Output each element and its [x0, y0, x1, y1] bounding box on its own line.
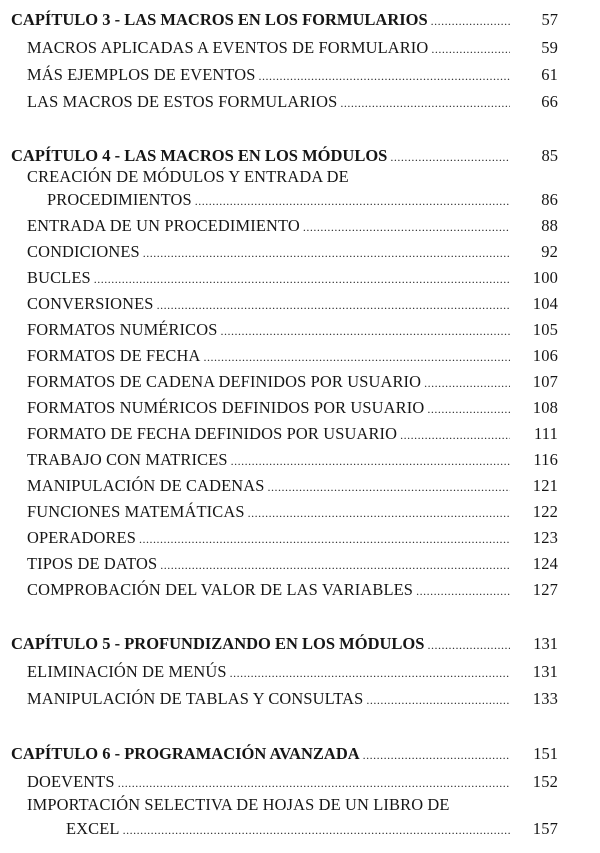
chapter-title: CAPÍTULO 3 - LAS MACROS EN LOS FORMULARIOS — [11, 10, 428, 29]
entry-page-number: 122 — [532, 502, 558, 521]
dot-leader — [231, 454, 510, 469]
entry-label: FORMATOS DE FECHA — [27, 346, 201, 365]
chapter-6-heading[interactable] — [11, 744, 558, 764]
dot-leader — [427, 402, 510, 417]
dot-leader — [267, 480, 510, 495]
dot-leader — [303, 220, 510, 235]
entry-label: FORMATOS DE CADENA DEFINIDOS POR USUARIO — [27, 372, 422, 391]
toc-entry-continuation[interactable] — [66, 819, 558, 839]
dot-leader — [400, 428, 510, 443]
entry-label: CONVERSIONES — [27, 294, 154, 313]
entry-label: BUCLES — [27, 268, 91, 287]
toc-entry[interactable] — [27, 268, 558, 288]
toc-entry[interactable] — [27, 398, 558, 418]
entry-label: CONDICIONES — [27, 242, 140, 261]
dot-leader — [363, 748, 510, 763]
dot-leader — [424, 376, 510, 391]
toc-entry-first-line[interactable] — [27, 167, 349, 187]
dot-leader — [340, 96, 510, 111]
entry-label: FORMATOS NUMÉRICOS — [27, 320, 218, 339]
toc-entry-continuation[interactable] — [47, 190, 558, 210]
dot-leader — [160, 558, 510, 573]
entry-label: LAS MACROS DE ESTOS FORMULARIOS — [27, 92, 338, 111]
chapter-4-heading[interactable] — [11, 146, 558, 166]
entry-page-number: 106 — [532, 346, 558, 365]
entry-label: IMPORTACIÓN SELECTIVA DE HOJAS DE UN LIBRO DE — [27, 795, 450, 814]
toc-entry[interactable] — [27, 476, 558, 496]
entry-page-number: 86 — [541, 190, 558, 209]
entry-page-number: 124 — [532, 554, 558, 573]
chapter-page-number: 85 — [541, 146, 558, 165]
toc-entry[interactable] — [27, 528, 558, 548]
chapter-title: CAPÍTULO 5 - PROFUNDIZANDO EN LOS MÓDULOS — [11, 634, 425, 653]
entry-label: MANIPULACIÓN DE CADENAS — [27, 476, 265, 495]
entry-page-number: 105 — [532, 320, 558, 339]
toc-entry[interactable] — [27, 294, 558, 314]
entry-label: MACROS APLICADAS A EVENTOS DE FORMULARIO — [27, 38, 429, 57]
dot-leader — [390, 150, 510, 165]
entry-page-number: 152 — [532, 772, 558, 791]
entry-label: ENTRADA DE UN PROCEDIMIENTO — [27, 216, 300, 235]
toc-entry[interactable] — [27, 424, 558, 444]
toc-entry[interactable] — [27, 346, 558, 366]
toc-entry[interactable] — [27, 242, 558, 262]
dot-leader — [366, 693, 510, 708]
toc-entry[interactable] — [27, 580, 558, 600]
chapter-5-heading[interactable] — [11, 634, 558, 654]
entry-page-number: 121 — [532, 476, 558, 495]
entry-label: FORMATO DE FECHA DEFINIDOS POR USUARIO — [27, 424, 398, 443]
entry-page-number: 108 — [532, 398, 558, 417]
dot-leader — [94, 272, 510, 287]
entry-page-number: 104 — [532, 294, 558, 313]
entry-label: MANIPULACIÓN DE TABLAS Y CONSULTAS — [27, 689, 364, 708]
toc-entry[interactable] — [27, 38, 558, 58]
entry-label: CREACIÓN DE MÓDULOS Y ENTRADA DE — [27, 167, 349, 186]
dot-leader — [230, 666, 510, 681]
toc-entry[interactable] — [27, 92, 558, 112]
entry-page-number: 157 — [532, 819, 558, 838]
entry-page-number: 131 — [532, 662, 558, 681]
dot-leader — [203, 350, 510, 365]
entry-page-number: 61 — [541, 65, 558, 84]
chapter-title: CAPÍTULO 6 - PROGRAMACIÓN AVANZADA — [11, 744, 360, 763]
entry-label: DOEVENTS — [27, 772, 115, 791]
chapter-page-number: 131 — [533, 634, 558, 653]
toc-entry[interactable] — [27, 554, 558, 574]
entry-page-number: 133 — [532, 689, 558, 708]
entry-label: OPERADORES — [27, 528, 136, 547]
entry-page-number: 100 — [532, 268, 558, 287]
dot-leader — [259, 69, 510, 84]
chapter-page-number: 57 — [541, 10, 558, 29]
dot-leader — [248, 506, 510, 521]
dot-leader — [220, 324, 510, 339]
entry-label: ELIMINACIÓN DE MENÚS — [27, 662, 227, 681]
chapter-3-heading[interactable] — [11, 10, 558, 30]
dot-leader — [157, 298, 510, 313]
dot-leader — [416, 584, 510, 599]
entry-page-number: 116 — [533, 450, 558, 469]
toc-entry[interactable] — [27, 320, 558, 340]
entry-page-number: 59 — [541, 38, 558, 57]
entry-page-number: 127 — [532, 580, 558, 599]
entry-page-number: 123 — [532, 528, 558, 547]
toc-entry[interactable] — [27, 65, 558, 85]
entry-label-continuation: PROCEDIMIENTOS — [47, 190, 192, 209]
entry-page-number: 111 — [534, 424, 558, 443]
entry-label-continuation: EXCEL — [66, 819, 120, 838]
dot-leader — [123, 823, 510, 838]
toc-entry[interactable] — [27, 772, 558, 792]
dot-leader — [118, 776, 510, 791]
dot-leader — [431, 42, 510, 57]
entry-page-number: 107 — [532, 372, 558, 391]
entry-page-number: 88 — [541, 216, 558, 235]
entry-label: FUNCIONES MATEMÁTICAS — [27, 502, 245, 521]
dot-leader — [143, 246, 510, 261]
chapter-title: CAPÍTULO 4 - LAS MACROS EN LOS MÓDULOS — [11, 146, 388, 165]
toc-entry-first-line[interactable] — [27, 795, 450, 815]
dot-leader — [431, 14, 510, 29]
entry-label: TRABAJO CON MATRICES — [27, 450, 228, 469]
chapter-page-number: 151 — [533, 744, 558, 763]
dot-leader — [139, 532, 510, 547]
entry-label: MÁS EJEMPLOS DE EVENTOS — [27, 65, 256, 84]
entry-label: TIPOS DE DATOS — [27, 554, 158, 573]
entry-label: FORMATOS NUMÉRICOS DEFINIDOS POR USUARIO — [27, 398, 425, 417]
toc-entry[interactable] — [27, 502, 558, 522]
toc-entry[interactable] — [27, 372, 558, 392]
dot-leader — [427, 638, 510, 653]
toc-entry[interactable] — [27, 689, 558, 709]
toc-entry[interactable] — [27, 662, 558, 682]
entry-label: COMPROBACIÓN DEL VALOR DE LAS VARIABLES — [27, 580, 414, 599]
dot-leader — [195, 194, 510, 209]
toc-entry[interactable] — [27, 216, 558, 236]
toc-entry[interactable] — [27, 450, 558, 470]
entry-page-number: 92 — [541, 242, 558, 261]
entry-page-number: 66 — [541, 92, 558, 111]
